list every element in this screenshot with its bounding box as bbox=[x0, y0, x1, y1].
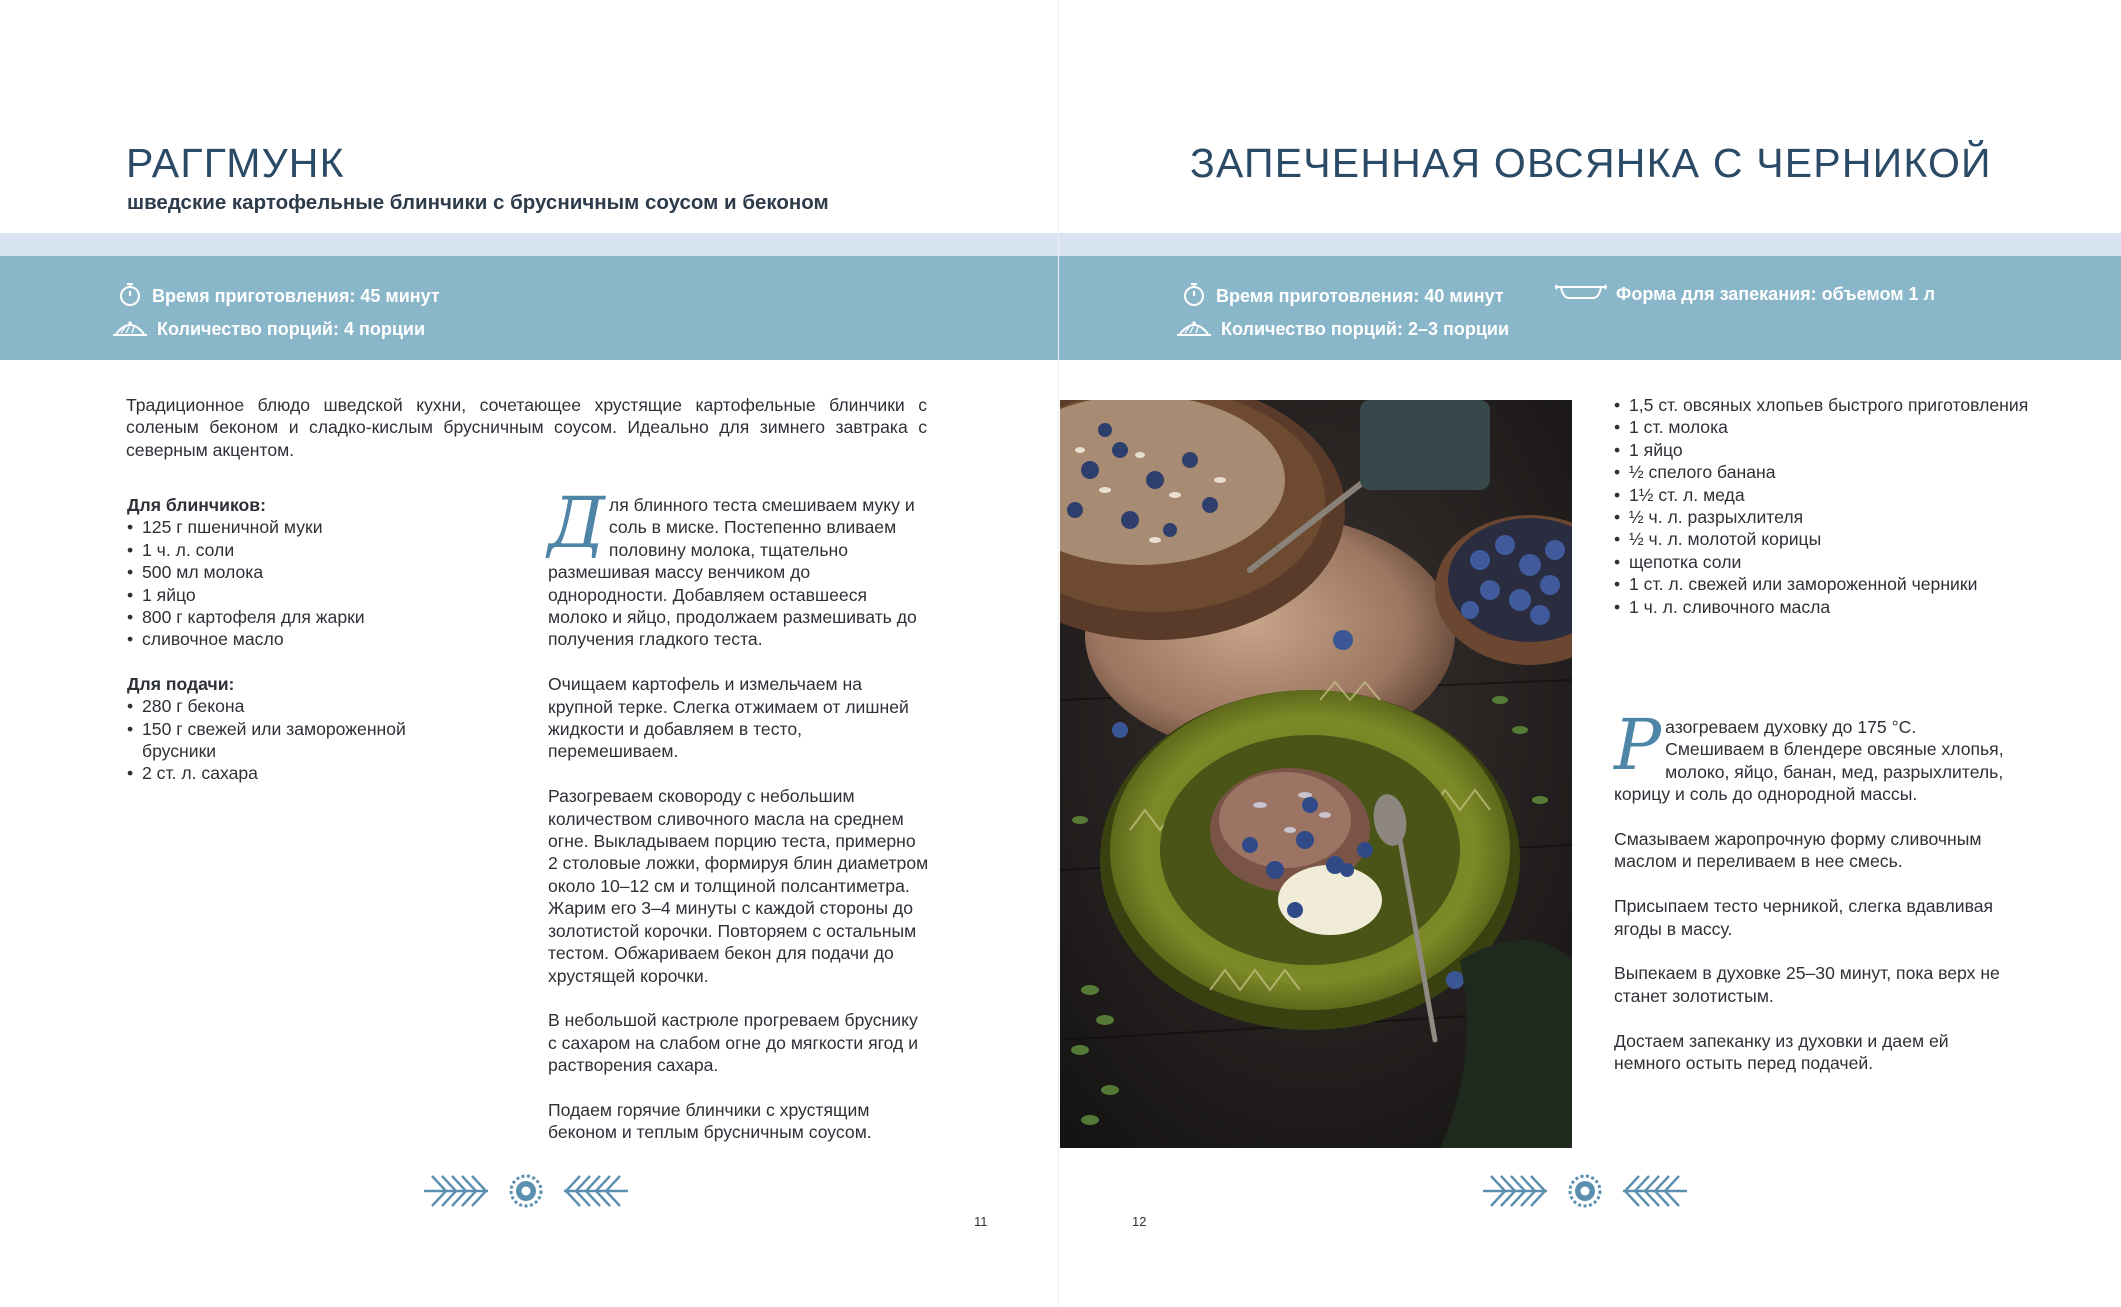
method-step-text: азогреваем духовку до 175 °С. Смешиваем в блендере овсяные хлопья, молоко, яйцо, банан, мед, разрыхлитель, корицу и соль до однородной массы. bbox=[1614, 717, 2004, 805]
ingredient-item: • 800 г картофеля для жарки bbox=[127, 606, 457, 628]
ingredient-item: • 1 ч. л. соли bbox=[127, 539, 457, 561]
ingredient-item: • 1 ч. л. сливочного масла bbox=[1614, 596, 2054, 618]
prep-time-text: Время приготовления: 45 минут bbox=[152, 286, 440, 306]
method-steps bbox=[1614, 828, 2014, 1074]
prep-time bbox=[117, 281, 440, 312]
recipe-title: РАГГМУНК bbox=[126, 140, 345, 186]
fir-branch-icon bbox=[564, 1176, 628, 1206]
ingredient-item: • ½ ч. л. молотой корицы bbox=[1614, 528, 2054, 550]
drop-cap: Д bbox=[548, 482, 605, 564]
ingredient-item: • сливочное масло bbox=[127, 628, 457, 650]
ingredients-list bbox=[1614, 394, 2054, 618]
method-step-first bbox=[1614, 704, 2014, 806]
ingredient-item: • 500 мл молока bbox=[127, 561, 457, 583]
method-column bbox=[548, 482, 930, 1166]
ingredient-item: • щепотка соли bbox=[1614, 551, 2054, 573]
ingredient-item: • 1 ст. молока bbox=[1614, 416, 2054, 438]
ingredient-item: • 1 яйцо bbox=[127, 584, 457, 606]
baking-dish-text: Форма для запекания: объемом 1 л bbox=[1616, 284, 1935, 304]
method-step: Подаем горячие блинчики с хрустящим беконом и теплым брусничным соусом. bbox=[548, 1099, 872, 1143]
page-number: 12 bbox=[1132, 1214, 1147, 1229]
fir-branch-icon bbox=[424, 1176, 488, 1206]
ingredient-item: • 125 г пшеничной муки bbox=[127, 516, 457, 538]
ingredients-pancakes-list bbox=[127, 516, 457, 650]
page-ornament bbox=[1481, 1170, 1689, 1217]
serving-cloche-icon bbox=[112, 315, 157, 344]
ingredient-item: • 1½ ст. л. меда bbox=[1614, 484, 2054, 506]
ingredient-item: • 1,5 ст. овсяных хлопьев быстрого приготовления bbox=[1614, 394, 2054, 416]
ingredients-pancakes-heading: Для блинчиков: bbox=[127, 495, 266, 515]
page-number: 11 bbox=[974, 1214, 988, 1229]
page-ornament bbox=[422, 1170, 630, 1217]
ingredients-serving-heading: Для подачи: bbox=[127, 673, 235, 694]
method-step: Смазываем жаропрочную форму сливочным маслом и переливаем в нее смесь. bbox=[1614, 829, 1982, 872]
drop-cap: Р bbox=[1614, 704, 1662, 786]
ingredients-list-right-wrap bbox=[1614, 394, 2054, 618]
method-step: В небольшой кастрюле прогреваем бруснику с сахаром на слабом огне до мягкости ягод и растворения сахара. bbox=[548, 1010, 919, 1076]
left-page bbox=[0, 0, 1059, 1307]
prep-time-right bbox=[1181, 281, 1504, 312]
method-step: Разогреваем сковороду с небольшим количеством сливочного масла на среднем огне. Выкладываем порцию теста, примерно 2 столовые ложки, формируя блин диаметром около 10–12 см и толщиной полсантиметра. Жарим его 3–4 минуты с каждой стороны до золотистой корочки. Повторяем с остальным тестом. Обжариваем бекон для подачи до хрустящей корочки. bbox=[548, 786, 929, 986]
ingredients-column bbox=[127, 494, 457, 785]
ingredient-item: • ½ спелого банана bbox=[1614, 461, 2054, 483]
decor-band-right bbox=[1059, 233, 2121, 256]
ingredient-item: • ½ ч. л. разрыхлителя bbox=[1614, 506, 2054, 528]
recipe-subtitle: шведские картофельные блинчики с брусничным соусом и беконом bbox=[127, 191, 829, 214]
ingredient-item: • 1 яйцо bbox=[1614, 439, 2054, 461]
sun-ornament-icon bbox=[1570, 1176, 1600, 1206]
servings bbox=[112, 315, 425, 344]
timer-icon bbox=[1181, 281, 1216, 312]
method-step: Выпекаем в духовке 25–30 минут, пока верх не станет золотистым. bbox=[1614, 963, 2000, 1006]
ingredient-item: • 1 ст. л. свежей или замороженной черники bbox=[1614, 573, 2054, 595]
method-step-first bbox=[548, 482, 930, 651]
serving-cloche-icon bbox=[1176, 315, 1221, 344]
ingredient-item: • 150 г свежей или замороженной брусники bbox=[127, 718, 457, 763]
recipe-intro: Традиционное блюдо шведской кухни, сочетающее хрустящие картофельные блинчики с соленым беконом и сладко-кислым брусничным соусом. Идеально для зимнего завтрака с северным акцентом. bbox=[126, 395, 927, 460]
ingredient-item: • 280 г бекона bbox=[127, 695, 457, 717]
recipe-photo bbox=[1060, 400, 1572, 1148]
decor-band bbox=[0, 233, 1059, 256]
recipe-title-right: ЗАПЕЧЕННАЯ ОВСЯНКА С ЧЕРНИКОЙ bbox=[1190, 140, 1992, 186]
method-column-right bbox=[1614, 704, 2014, 1097]
fir-branch-icon bbox=[1623, 1176, 1687, 1206]
method-step: Присыпаем тесто черникой, слегка вдавливая ягоды в массу. bbox=[1614, 896, 1994, 939]
servings-text: Количество порций: 4 порции bbox=[157, 319, 426, 339]
baking-dish-icon bbox=[1555, 281, 1616, 308]
ingredient-item: • 2 ст. л. сахара bbox=[127, 762, 457, 784]
ingredients-serving-list bbox=[127, 695, 457, 785]
timer-icon bbox=[117, 281, 152, 312]
method-step-text: ля блинного теста смешиваем муку и соль в миске. Постепенно вливаем половину молока, тщательно размешивая массу венчиком до однородности. Добавляем оставшееся молоко и яйцо, продолжаем размешивать до получения гладкого теста. bbox=[548, 495, 917, 650]
method-steps bbox=[548, 673, 930, 1143]
fir-branch-icon bbox=[1483, 1176, 1547, 1206]
baking-dish bbox=[1555, 281, 1935, 308]
sun-ornament-icon bbox=[511, 1176, 541, 1206]
servings-right bbox=[1176, 315, 1509, 344]
servings-text: Количество порций: 2–3 порции bbox=[1221, 319, 1510, 339]
method-step: Очищаем картофель и измельчаем на крупной терке. Слегка отжимаем от лишней жидкости и добавляем в тесто, перемешиваем. bbox=[548, 674, 909, 762]
method-step: Достаем запеканку из духовки и даем ей немного остыть перед подачей. bbox=[1614, 1030, 1949, 1074]
prep-time-text: Время приготовления: 40 минут bbox=[1216, 286, 1504, 306]
